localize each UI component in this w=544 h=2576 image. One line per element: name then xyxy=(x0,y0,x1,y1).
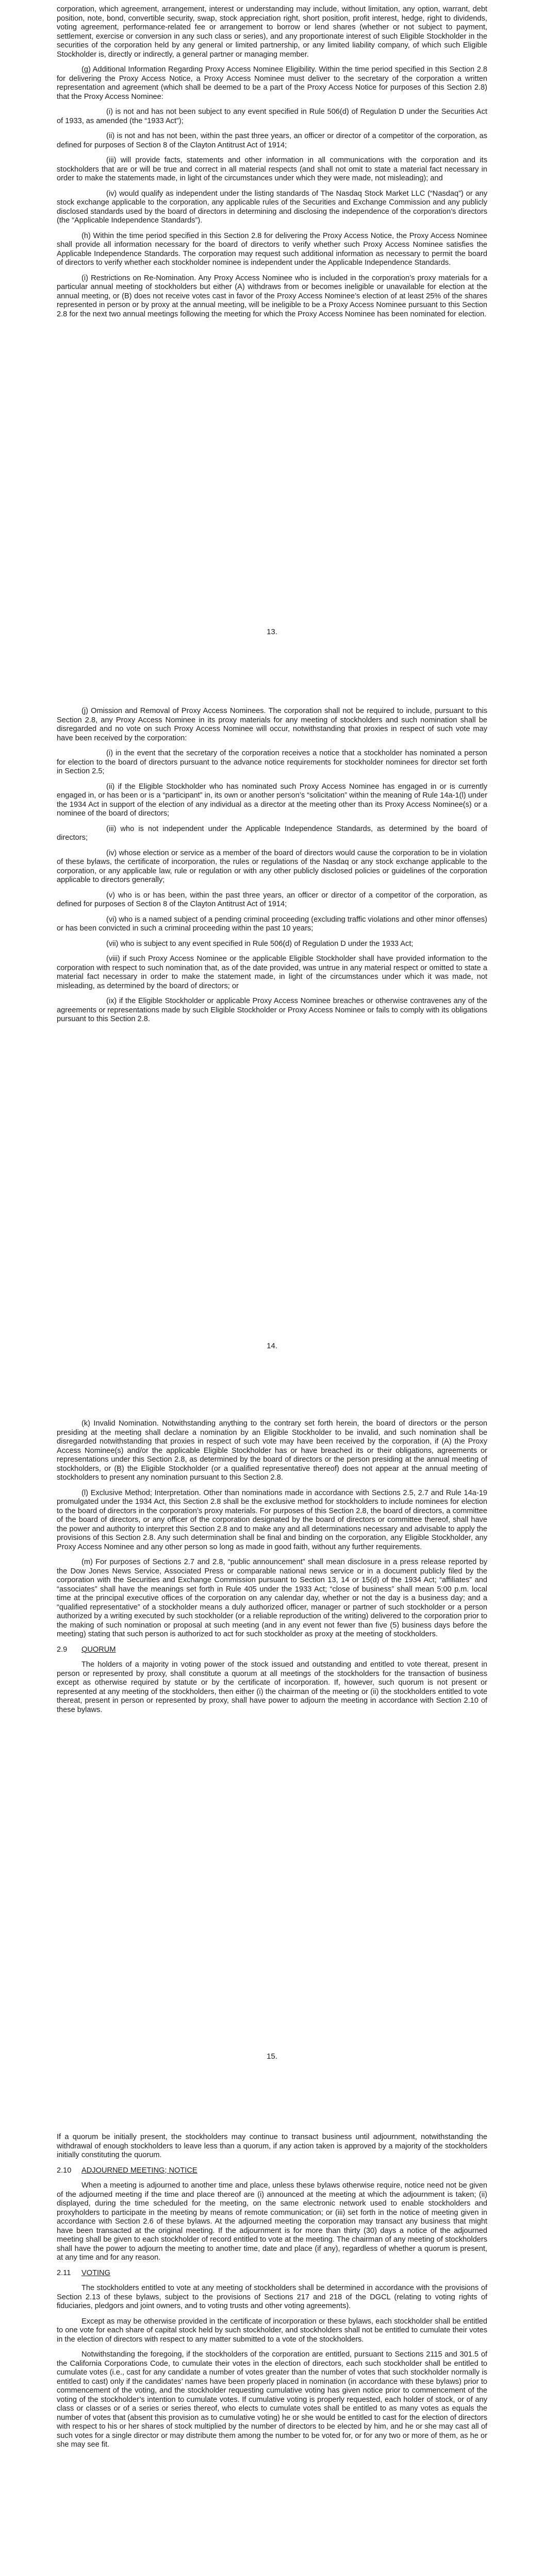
paragraph: When a meeting is adjourned to another time and place, unless these bylaws otherwise require, notice need not be given of the adjourned meeting if the time and place thereof are (i) announced at the meeting at which the adjournment is taken; (ii) displayed, during the time scheduled for the meeting, on the same electronic network used to enable stockholders and proxyholders to participate in the meeting by means of remote communication; or (iii) set forth in the notice of meeting given in accordance with Section 2.6 of these bylaws. At the adjourned meeting the corporation may transact any business that might have been transacted at the original meeting. If the adjournment is for more than thirty (30) days a notice of the adjourned meeting shall be given to each stockholder of record entitled to vote at the meeting. The chairman of any meeting of stockholders shall have the power to adjourn the meeting to another time, date and place (if any), regardless of whether a quorum is present, at any time and for any reason. xyxy=(57,2181,487,2262)
paragraph: (i) in the event that the secretary of the corporation receives a notice that a stockholder has nominated a person for election to the board of directors pursuant to the advance notice requirements for stockholder nominees for director set forth in Section 2.5; xyxy=(57,749,487,775)
paragraph: (m) For purposes of Sections 2.7 and 2.8, “public announcement” shall mean disclosure in a press release reported by the Dow Jones News Service, Associated Press or comparable national news service or in a document publicly filed by the corporation with the Securities and Exchange Commission pursuant to Section 13, 14 or 15(d) of the 1934 Act; “affiliates” and “associates” shall have the meanings set forth in Rule 405 under the 1933 Act; “close of business” shall mean 5:00 p.m. local time at the principal executive offices of the corporation on any calendar day, whether or not the day is a business day; and a “qualified representative” of a stockholder means a duly authorized officer, manager or partner of such stockholder or a person authorized by a writing executed by such stockholder (or a reliable reproduction of the writing) delivered to the corporation prior to the making of such nomination or proposal at such meeting (and in any event not fewer than five (5) business days before the meeting) stating that such person is authorized to act for such stockholder as proxy at the meeting of stockholders. xyxy=(57,1558,487,1638)
paragraph: If a quorum be initially present, the stockholders may continue to transact business until adjournment, notwithstanding the withdrawal of enough stockholders to leave less than a quorum, if any action taken is approved by a majority of the stockholders initially constituting the quorum. xyxy=(57,2133,487,2159)
section-number: 2.10 xyxy=(57,2166,72,2175)
paragraph: (j) Omission and Removal of Proxy Access Nominees. The corporation shall not be required to include, pursuant to this Section 2.8, any Proxy Access Nominee in its proxy materials for any meeting of stockholders and such nomination shall be disregarded and no vote on such Proxy Access Nominee will occur, notwithstanding that proxies in respect of such vote may have been received by the corporation: xyxy=(57,707,487,742)
paragraph: The holders of a majority in voting power of the stock issued and outstanding and entitled to vote thereat, present in person or represented by proxy, shall constitute a quorum at all meetings of the stockholders for the transaction of business except as otherwise required by statute or by the certificate of incorporation. If, however, such quorum is not present or represented at any meeting of the stockholders, then either (i) the chairman of the meeting or (ii) the stockholders entitled to vote thereat, present in person or represented by proxy, shall have power to adjourn the meeting in accordance with Section 2.10 of these bylaws. xyxy=(57,1660,487,1714)
paragraph: (iii) who is not independent under the Applicable Independence Standards, as determined by the board of directors; xyxy=(57,824,487,842)
paragraph: (viii) if such Proxy Access Nominee or the applicable Eligible Stockholder shall have provided information to the corporation with respect to such nomination that, as of the date provided, was untrue in any material respect or omitted to state a material fact necessary in order to make the statement made, in light of the circumstances under which it was made, not misleading, as determined by the board of directors; or xyxy=(57,955,487,990)
section-heading xyxy=(57,2269,487,2278)
section-number: 2.9 xyxy=(57,1645,68,1654)
paragraph: corporation, which agreement, arrangement, interest or understanding may include, without limitation, any option, warrant, debt position, note, bond, convertible security, swap, stock appreciation right, short position, profit interest, hedge, right to dividends, voting agreement, performance-related fee or arrangement to borrow or lend shares (whether or not subject to payment, settlement, exercise or conversion in any such class or series), and any proportionate interest of such Eligible Stockholder in the securities of the corporation held by any general or limited partnership, or any limited liability company, of which such Eligible Stockholder is, directly or indirectly, a general partner or managing member. xyxy=(57,5,487,59)
paragraph: (ii) if the Eligible Stockholder who has nominated such Proxy Access Nominee has engaged in or is currently engaged in, or has been or is a “participant” in, its own or another person’s “solicitation” within the meaning of Rule 14a-1(l) under the 1934 Act in support of the election of any individual as a director at the meeting other than its Proxy Access Nominee(s) or a nominee of the board of directors; xyxy=(57,782,487,818)
page-13-body xyxy=(57,5,487,325)
paragraph: (g) Additional Information Regarding Proxy Access Nominee Eligibility. Within the time period specified in this Section 2.8 for delivering the Proxy Access Notice, a Proxy Access Nominee must deliver to the secretary of the corporation a written representation and agreement (which shall be deemed to be a part of the Proxy Access Notice for purposes of this Section 2.8) that the Proxy Access Nominee: xyxy=(57,65,487,101)
paragraph: (v) who is or has been, within the past three years, an officer or director of a competitor of the corporation, as defined for purposes of Section 8 of the Clayton Antitrust Act of 1914; xyxy=(57,891,487,908)
paragraph: (iv) would qualify as independent under the listing standards of The Nasdaq Stock Market LLC (“Nasdaq”) or any stock exchange applicable to the corporation, any applicable rules of the Securities and Exchange Commission and any publicly disclosed standards used by the board of directors in determining and disclosing the independence of the corporation’s directors (the “Applicable Independence Standards”). xyxy=(57,189,487,225)
paragraph: (l) Exclusive Method; Interpretation. Other than nominations made in accordance with Sections 2.5, 2.7 and Rule 14a-19 promulgated under the 1934 Act, this Section 2.8 shall be the exclusive method for stockholders to include nominees for election to the board of directors in the corporation’s proxy materials. For purposes of this Section 2.8, the board of directors, a committee of the board of directors, or any officer of the corporation designated by the board of directors or committee thereof, shall have the power and authority to interpret this Section 2.8 and to make any and all determinations necessary and advisable to apply the provisions of this Section 2.8. Any such determination shall be final and binding on the corporation, any Eligible Stockholder, any Proxy Access Nominee and any other person so long as made in good faith, without any further requirements. xyxy=(57,1488,487,1551)
paragraph: (i) is not and has not been subject to any event specified in Rule 506(d) of Regulation D under the Securities Act of 1933, as amended (the “1933 Act”); xyxy=(57,108,487,125)
section-heading xyxy=(57,2166,487,2176)
paragraph: (ix) if the Eligible Stockholder or applicable Proxy Access Nominee breaches or otherwise contravenes any of the agreements or representations made by such Eligible Stockholder or Proxy Access Nominee or fails to comply with its obligations pursuant to this Section 2.8. xyxy=(57,997,487,1023)
section-title: VOTING xyxy=(81,2268,110,2277)
page-number: 13. xyxy=(267,628,277,636)
paragraph: Except as may be otherwise provided in the certificate of incorporation or these bylaws, each stockholder shall be entitled to one vote for each share of capital stock held by such stockholder, and stockholders shall not be entitled to cumulate their votes in the election of directors with respect to any matter submitted to a vote of the stockholders. xyxy=(57,2317,487,2344)
section-title: QUORUM xyxy=(81,1645,116,1654)
paragraph: Notwithstanding the foregoing, if the stockholders of the corporation are entitled, pursuant to Sections 2115 and 301.5 of the California Corporations Code, to cumulate their votes in the election of directors, each such stockholder shall be entitled to cumulate votes (i.e., cast for any candidate a number of votes greater than the number of votes that such stockholder normally is entitled to cast) only if the candidates’ names have been properly placed in nomination (in accordance with these bylaws) prior to commencement of the voting, and the stockholder requesting cumulative voting has given notice prior to commencement of the voting of the stockholder’s intention to cumulate votes. If cumulative voting is properly requested, each holder of stock, or of any class or classes or of a series or series thereof, who elects to cumulate votes shall be entitled to as many votes as equals the number of votes that (absent this provision as to cumulative voting) he or she would be entitled to cast for the election of directors with respect to his or her shares of stock multiplied by the number of directors to be elected by him, and he or she may cast all of such votes for a single director or may distribute them among the number to be voted for, or for any two or more of them, as he or she may see fit. xyxy=(57,2350,487,2449)
section-title: ADJOURNED MEETING; NOTICE xyxy=(81,2166,197,2175)
section-heading xyxy=(57,1646,487,1655)
paragraph: (vi) who is a named subject of a pending criminal proceeding (excluding traffic violations and other minor offenses) or has been convicted in such a criminal proceeding within the past 10 years; xyxy=(57,915,487,933)
page-15-body xyxy=(57,1419,487,1721)
paragraph: (k) Invalid Nomination. Notwithstanding anything to the contrary set forth herein, the board of directors or the person presiding at the meeting shall declare a nomination by an Eligible Stockholder to be invalid, and such nomination shall be disregarded notwithstanding that proxies in respect of such vote may have been received by the corporation, if (A) the Proxy Access Nominee(s) and/or the applicable Eligible Stockholder has or have breached its or their obligations, agreements or representations under this Section 2.8, as determined by the board of directors or the person presiding at the annual meeting of stockholders, or (B) the Eligible Stockholder (or a qualified representative thereof) does not appear at the annual meeting of stockholders to present any nomination pursuant to this Section 2.8. xyxy=(57,1419,487,1482)
page-14-body xyxy=(57,707,487,1030)
page-16-body xyxy=(57,2133,487,2456)
paragraph: The stockholders entitled to vote at any meeting of stockholders shall be determined in accordance with the provisions of Section 2.13 of these bylaws, subject to the provisions of Sections 217 and 218 of the DGCL (relating to voting rights of fiduciaries, pledgors and joint owners, and to voting trusts and other voting agreements). xyxy=(57,2284,487,2310)
paragraph: (ii) is not and has not been, within the past three years, an officer or director of a competitor of the corporation, as defined for purposes of Section 8 of the Clayton Antitrust Act of 1914; xyxy=(57,132,487,149)
page-number: 15. xyxy=(267,2052,277,2061)
paragraph: (iii) will provide facts, statements and other information in all communications with the corporation and its stockholders that are or will be true and correct in all material respects (and shall not omit to state a material fact necessary in order to make the statements made, in light of the circumstances under which they were made, not misleading); and xyxy=(57,156,487,182)
paragraph: (h) Within the time period specified in this Section 2.8 for delivering the Proxy Access Notice, the Proxy Access Nominee shall provide all information necessary for the board of directors to verify whether such Proxy Access Nominee satisfies the Applicable Independence Standards. The corporation may request such additional information as necessary to permit the board of directors to verify whether each stockholder nominee is independent under the Applicable Independence Standards. xyxy=(57,231,487,267)
paragraph: (iv) whose election or service as a member of the board of directors would cause the corporation to be in violation of these bylaws, the certificate of incorporation, the rules or regulations of the Nasdaq or any stock exchange applicable to the corporation, or any applicable law, rule or regulation or with any other publicly disclosed policies or guidelines of the corporation applicable to directors generally; xyxy=(57,849,487,884)
paragraph: (i) Restrictions on Re-Nomination. Any Proxy Access Nominee who is included in the corporation’s proxy materials for a particular annual meeting of stockholders but either (A) withdraws from or becomes ineligible or unavailable for election at the annual meeting, or (B) does not receive votes cast in favor of the Proxy Access Nominee’s election of at least 25% of the shares represented in person or by proxy at the annual meeting, will be ineligible to be a Proxy Access Nominee pursuant to this Section 2.8 for the next two annual meetings following the meeting for which the Proxy Access Nominee has been nominated for election. xyxy=(57,274,487,318)
section-number: 2.11 xyxy=(57,2268,71,2277)
paragraph: (vii) who is subject to any event specified in Rule 506(d) of Regulation D under the 1933 Act; xyxy=(106,939,414,948)
page-number: 14. xyxy=(267,1342,277,1350)
